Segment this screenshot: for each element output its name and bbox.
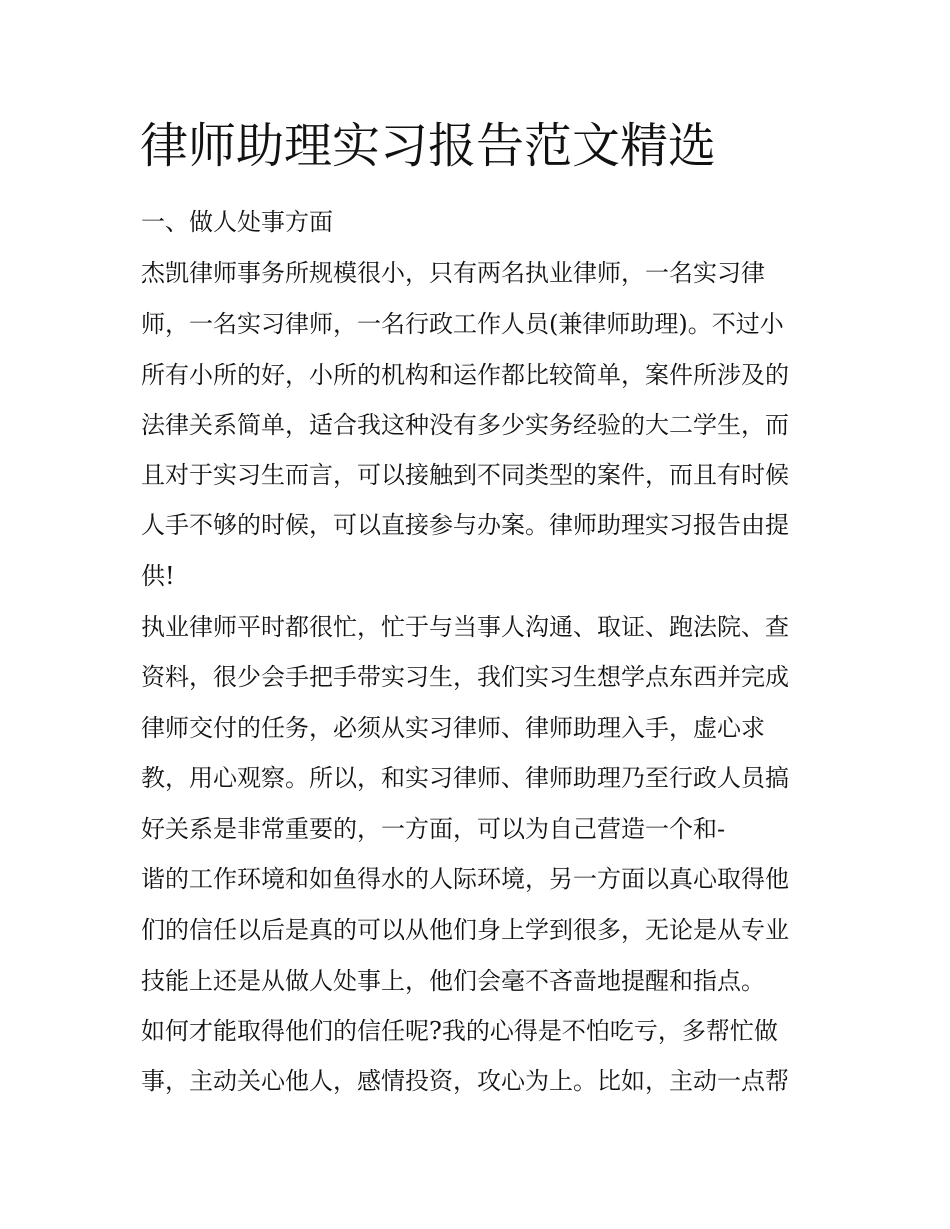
body-line-14: 们的信任以后是真的可以从他们身上学到很多，无论是从专业 xyxy=(141,916,789,944)
body-line-3: 所有小所的好，小所的机构和运作都比较简单，案件所涉及的 xyxy=(141,361,789,389)
body-line-6: 人手不够的时候，可以直接参与办案。律师助理实习报告由提 xyxy=(141,511,789,539)
body-line-7: 供! xyxy=(141,562,175,590)
body-line-17: 事，主动关心他人，感情投资，攻心为上。比如，主动一点帮 xyxy=(141,1067,789,1095)
document-title: 律师助理实习报告范文精选 xyxy=(140,118,717,174)
body-line-11: 教，用心观察。所以，和实习律师、律师助理乃至行政人员搞 xyxy=(141,764,789,792)
section-heading: 一、做人处事方面 xyxy=(141,208,333,236)
body-line-10: 律师交付的任务，必须从实习律师、律师助理入手，虚心求 xyxy=(141,714,765,742)
body-line-13: 谐的工作环境和如鱼得水的人际环境，另一方面以真心取得他 xyxy=(141,865,789,893)
body-line-2: 师，一名实习律师，一名行政工作人员(兼律师助理)。不过小 xyxy=(141,310,784,338)
body-line-4: 法律关系简单，适合我这种没有多少实务经验的大二学生，而 xyxy=(141,411,789,439)
body-line-15: 技能上还是从做人处事上，他们会毫不吝啬地提醒和指点。 xyxy=(141,967,765,995)
body-line-1: 杰凯律师事务所规模很小，只有两名执业律师，一名实习律 xyxy=(141,259,765,287)
body-line-9: 资料，很少会手把手带实习生，我们实习生想学点东西并完成 xyxy=(141,663,789,691)
body-line-12: 好关系是非常重要的，一方面，可以为自己营造一个和- xyxy=(141,815,726,843)
body-line-8: 执业律师平时都很忙，忙于与当事人沟通、取证、跑法院、查 xyxy=(141,613,789,641)
body-line-16: 如何才能取得他们的信任呢?我的心得是不怕吃亏，多帮忙做 xyxy=(141,1017,778,1045)
body-line-5: 且对于实习生而言，可以接触到不同类型的案件，而且有时候 xyxy=(141,461,789,489)
